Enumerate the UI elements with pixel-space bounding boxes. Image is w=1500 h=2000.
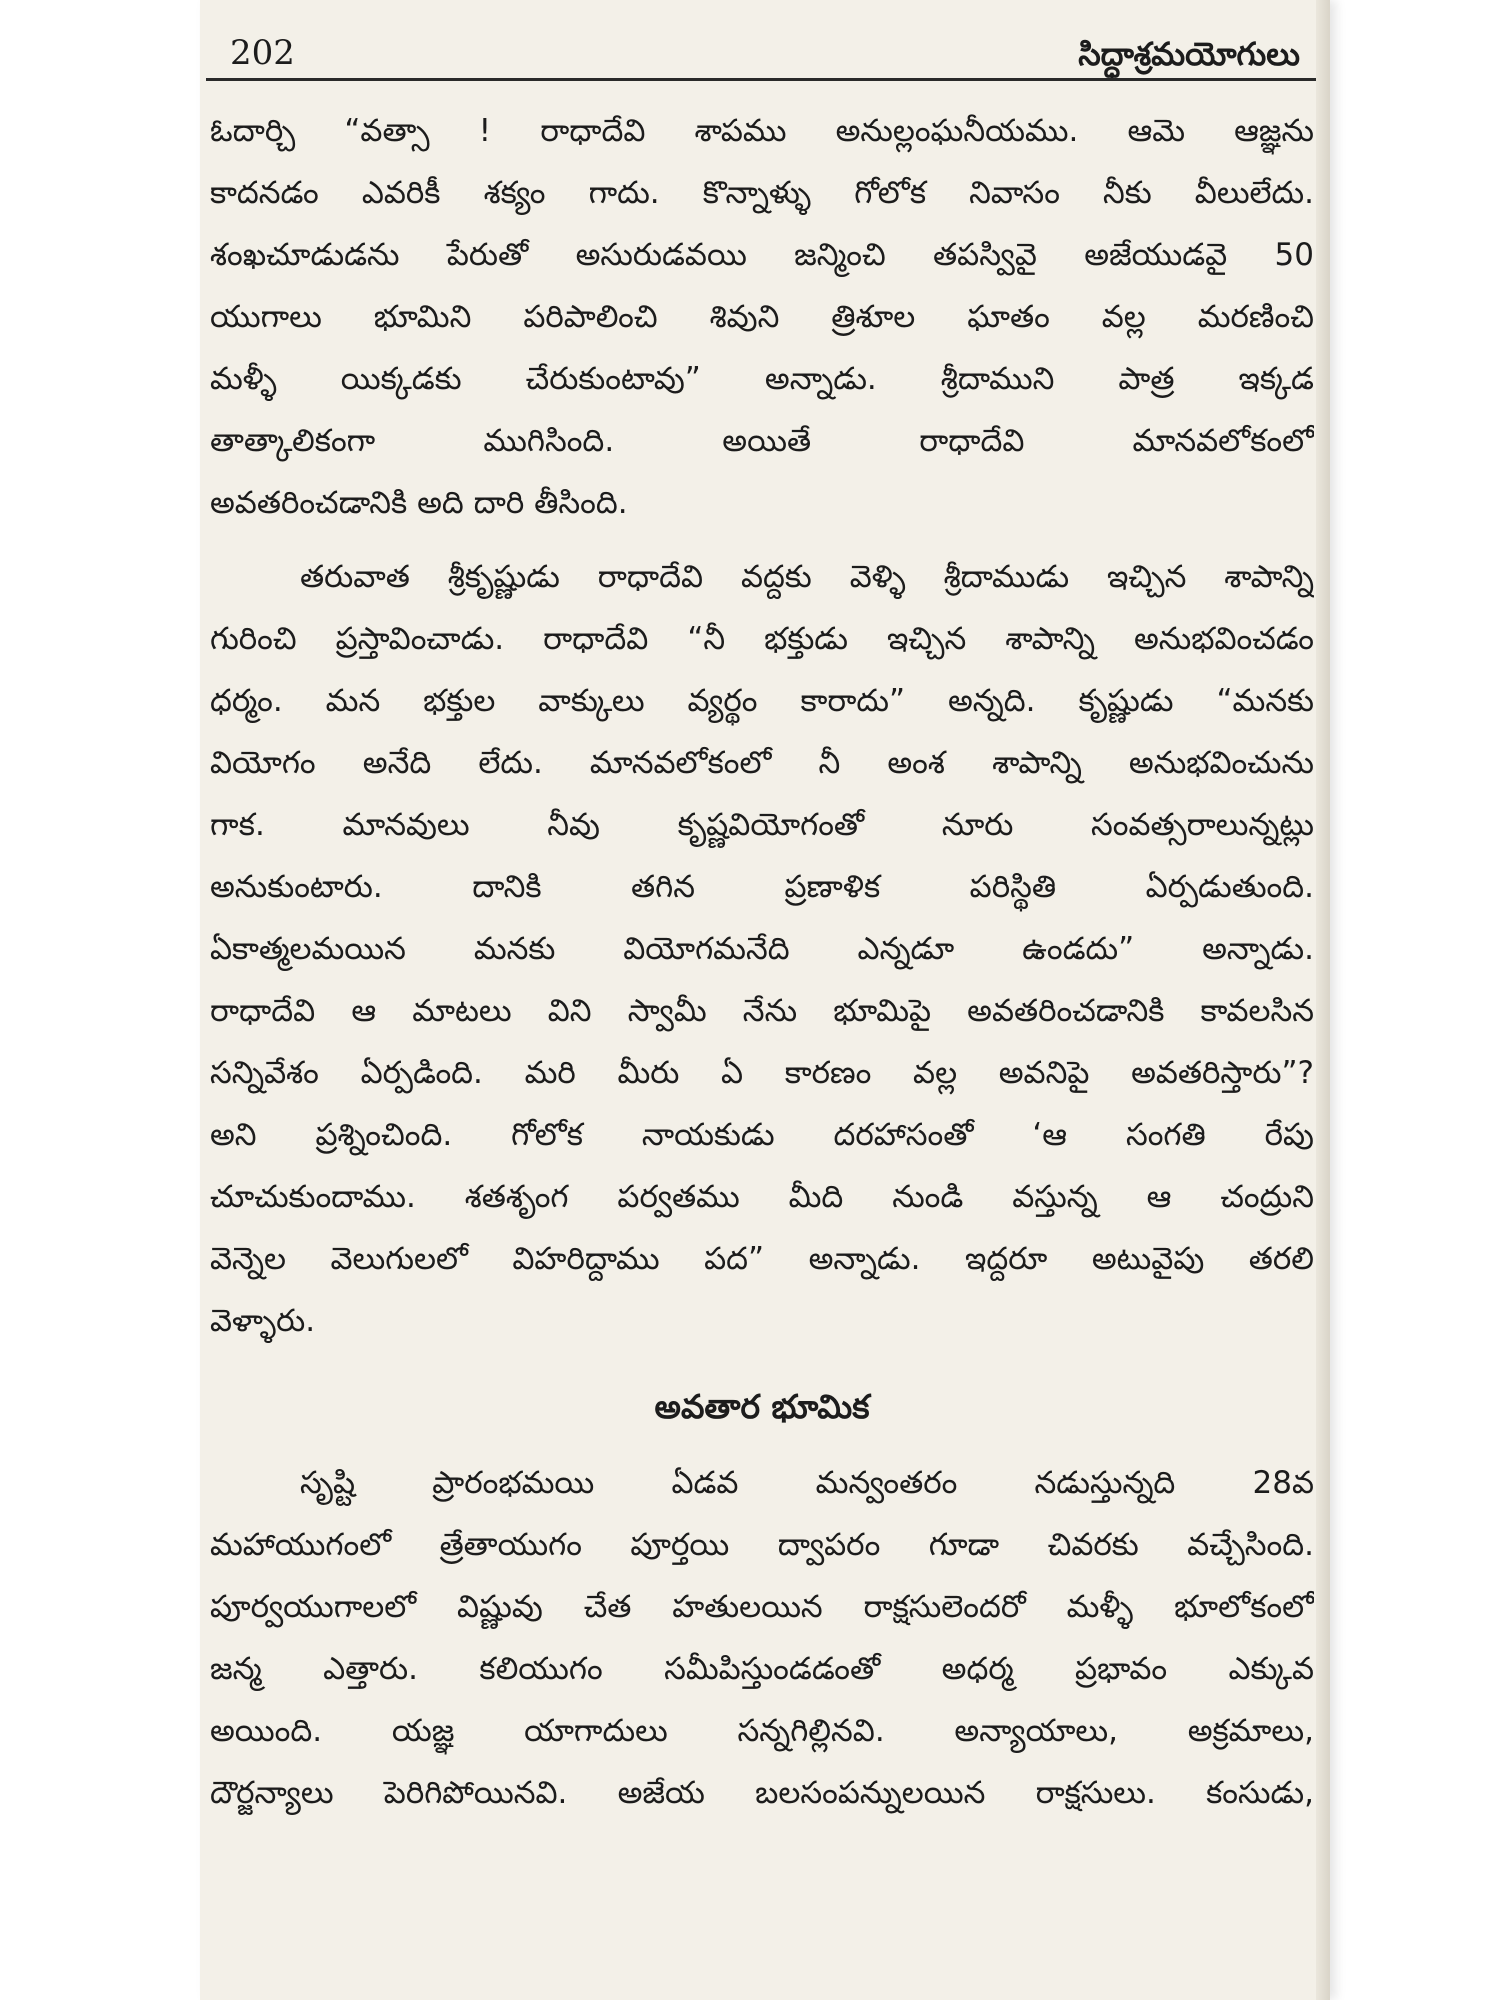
- text-line: శంఖచూడుడను పేరుతో అసురుడవయి జన్మించి తపస్వివై అజేయుడవై 50: [210, 237, 1314, 273]
- text-line: తాత్కాలికంగా ముగిసింది. అయితే రాధాదేవి మానవలోకంలో: [210, 423, 1314, 459]
- text-line: పూర్వయుగాలలో విష్ణువు చేత హతులయిన రాక్షసులెందరో మళ్ళీ భూలోకంలో: [210, 1589, 1314, 1625]
- text-line: కాదనడం ఎవరికీ శక్యం గాదు. కొన్నాళ్ళు గోలోక నివాసం నీకు వీలులేదు.: [210, 175, 1314, 211]
- paragraph-gap: [210, 534, 1314, 546]
- text-line: వెళ్ళారు.: [210, 1303, 316, 1339]
- text-line: మహాయుగంలో త్రేతాయుగం పూర్తయి ద్వాపరం గూడా చివరకు వచ్చేసింది.: [210, 1527, 1314, 1563]
- text-line: సన్నివేశం ఏర్పడింది. మరి మీరు ఏ కారణం వల్ల అవనిపై అవతరిస్తారు”?: [210, 1055, 1314, 1091]
- text-line: అయింది. యజ్ఞ యాగాదులు సన్నగిల్లినవి. అన్యాయాలు, అక్రమాలు,: [210, 1713, 1314, 1749]
- text-line: యుగాలు భూమిని పరిపాలించి శివుని త్రిశూల ఘాతం వల్ల మరణించి: [210, 299, 1314, 335]
- section-heading: అవతార భూమిక: [654, 1387, 870, 1426]
- text-line: ధర్మం. మన భక్తుల వాక్కులు వ్యర్థం కారాదు” అన్నది. కృష్ణుడు “మనకు: [210, 683, 1314, 719]
- text-line: తరువాత శ్రీకృష్ణుడు రాధాదేవి వద్దకు వెళ్ళి శ్రీదాముడు ఇచ్చిన శాపాన్ని: [300, 559, 1314, 595]
- text-line: గాక. మానవులు నీవు కృష్ణవియోగంతో నూరు సంవత్సరాలున్నట్లు: [210, 807, 1314, 843]
- paragraph-3: [210, 1452, 1314, 1824]
- text-line: జన్మ ఎత్తారు. కలియుగం సమీపిస్తుండడంతో అధర్మ ప్రభావం ఎక్కువ: [210, 1651, 1314, 1687]
- text-line: వెన్నెల వెలుగులలో విహరిద్దాము పద” అన్నాడు. ఇద్దరూ అటువైపు తరలి: [210, 1241, 1314, 1277]
- running-header: [230, 18, 1300, 73]
- header-rule: [206, 78, 1316, 81]
- section-gap: [210, 1352, 1314, 1362]
- book-title: సిద్ధాశ్రమయోగులు: [1078, 35, 1300, 73]
- text-line: వియోగం అనేది లేదు. మానవలోకంలో నీ అంశ శాపాన్ని అనుభవించును: [210, 745, 1314, 781]
- text-line: గురించి ప్రస్తావించాడు. రాధాదేవి “నీ భక్తుడు ఇచ్చిన శాపాన్ని అనుభవించడం: [210, 621, 1314, 657]
- text-line: సృష్టి ప్రారంభమయి ఏడవ మన్వంతరం నడుస్తున్నది 28వ: [300, 1465, 1314, 1501]
- text-line: ఏకాత్మలమయిన మనకు వియోగమనేది ఎన్నడూ ఉండదు” అన్నాడు.: [210, 931, 1314, 967]
- text-line: మళ్ళీ యిక్కడకు చేరుకుంటావు” అన్నాడు. శ్రీదాముని పాత్ర ఇక్కడ: [210, 361, 1314, 397]
- text-line: ఓదార్చి “వత్సా ! రాధాదేవి శాపము అనుల్లంఘనీయము. ఆమె ఆజ్ఞను: [210, 113, 1314, 149]
- text-line: అవతరించడానికి అది దారి తీసింది.: [210, 485, 628, 521]
- text-line: అనుకుంటారు. దానికి తగిన ప్రణాళిక పరిస్థితి ఏర్పడుతుంది.: [210, 869, 1314, 905]
- page-number: 202: [230, 33, 295, 73]
- body-text: [210, 100, 1314, 1824]
- paragraph-2: [210, 546, 1314, 1352]
- text-line: దౌర్జన్యాలు పెరిగిపోయినవి. అజేయ బలసంపన్నులయిన రాక్షసులు. కంసుడు,: [210, 1775, 1314, 1811]
- text-line: చూచుకుందాము. శతశృంగ పర్వతము మీది నుండి వస్తున్న ఆ చంద్రుని: [210, 1179, 1314, 1215]
- paragraph-1: [210, 100, 1314, 534]
- text-line: అని ప్రశ్నించింది. గోలోక నాయకుడు దరహాసంతో ‘ఆ సంగతి రేపు: [210, 1117, 1314, 1153]
- text-line: రాధాదేవి ఆ మాటలు విని స్వామీ నేను భూమిపై అవతరించడానికి కావలసిన: [210, 993, 1314, 1029]
- page-edge-shadow: [1316, 0, 1330, 2000]
- book-page: [200, 0, 1330, 2000]
